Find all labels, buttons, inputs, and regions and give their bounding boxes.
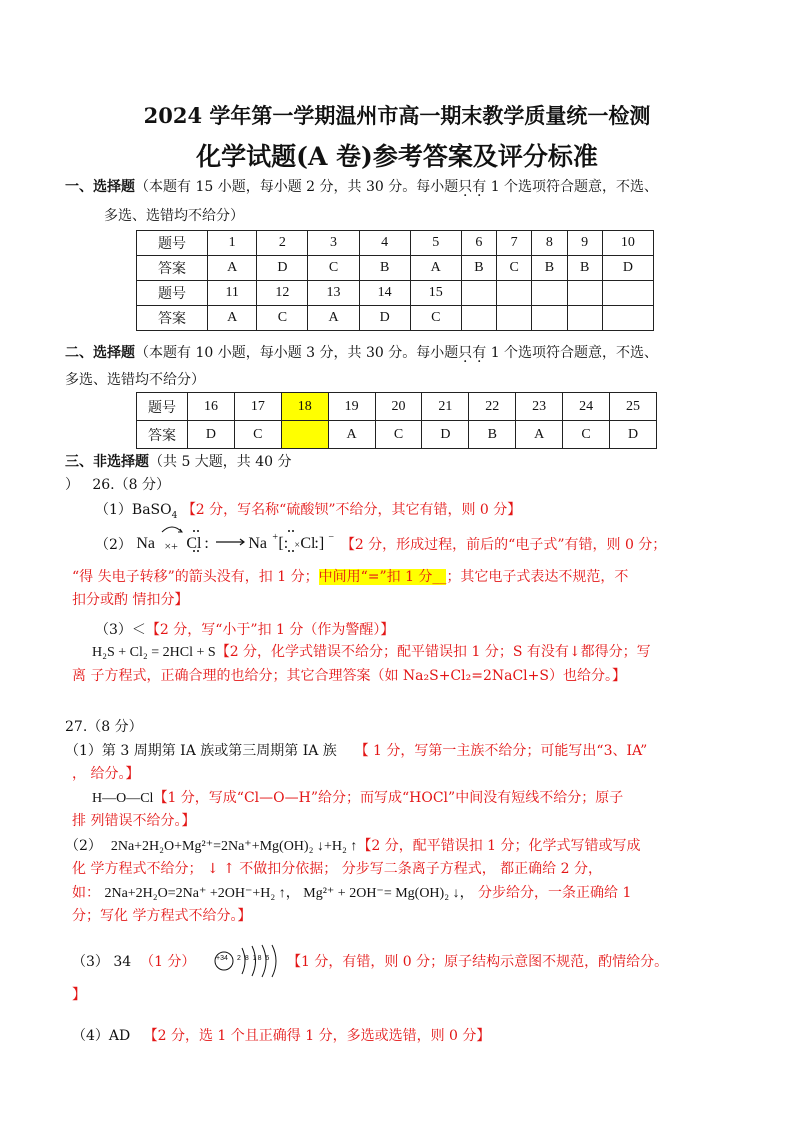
table-cell: C xyxy=(257,306,308,331)
section1-heading-text: （本题有 15 小题，每小题 2 分，共 30 分。每小题 xyxy=(135,179,459,195)
q27-part3-note-line1: 【1 分，有错，则 0 分；原子结构示意图不规范，酌情给分。 xyxy=(287,954,669,970)
table-cell-highlighted xyxy=(281,421,328,449)
nucleus-charge: +34 xyxy=(216,955,228,962)
table-cell: 12 xyxy=(257,281,308,306)
emphasis-char: 只 xyxy=(458,345,473,361)
table-cell: B xyxy=(567,256,602,281)
table-cell: 2 xyxy=(257,231,308,256)
electron-formula-diagram xyxy=(136,534,336,556)
emphasis-char: 只 xyxy=(458,179,473,195)
section2-heading-text-end: 1 个选项符合题意，不选、 xyxy=(486,345,659,361)
table-cell xyxy=(461,281,496,306)
table-cell: D xyxy=(359,306,410,331)
note-text: ；其它电子式表达不规范，不 xyxy=(446,569,629,585)
table-cell: D xyxy=(257,256,308,281)
q27-part2-note-line1: 【2 分，配平错误扣 1 分；化学式写错或写成 xyxy=(357,838,641,854)
table-cell: C xyxy=(234,421,281,449)
q27-structural-formula: H—O—Cl xyxy=(92,791,154,806)
q26-part4-equation: H₂S + Cl₂ = 2HCl + S xyxy=(92,645,216,660)
table-row xyxy=(137,281,654,306)
section2-heading-text: （本题有 10 小题，每小题 3 分，共 30 分。每小题 xyxy=(135,345,459,361)
q27-part1-answer: （1）第 3 周期第 IA 族或第三周期第 IA 族 xyxy=(65,743,337,759)
table-label: 题号 xyxy=(137,281,208,306)
section2-heading-label: 二、选择题 xyxy=(65,345,135,361)
table-row xyxy=(137,421,657,449)
section3-heading-label: 三、非选择题 xyxy=(65,454,149,470)
charge-plus: + xyxy=(272,532,279,543)
table-cell: A xyxy=(516,421,563,449)
q27-part4-answer: （4）AD xyxy=(72,1028,131,1044)
q26-part3 xyxy=(95,620,394,640)
colon-dots: : xyxy=(204,535,209,552)
table-label: 题号 xyxy=(137,231,208,256)
table-label: 答案 xyxy=(137,421,188,449)
section1-heading-line2: 多选、选错均不给分） xyxy=(104,208,244,224)
table-cell: 9 xyxy=(567,231,602,256)
emphasis-char: 有 xyxy=(472,179,487,195)
document-title-line2: 化学试题(A 卷)参考答案及评分标准 xyxy=(196,142,598,171)
q26-part1-note: 【2 分，写名称“硫酸钡”不给分，其它有错，则 0 分】 xyxy=(181,502,522,518)
highlighted-note: 中间用“=”扣 1 分__ xyxy=(318,569,447,585)
q26-part4 xyxy=(92,642,651,663)
atomic-structure-diagram xyxy=(212,944,282,978)
q27-part1 xyxy=(65,741,647,761)
section1-answer-table xyxy=(136,230,654,331)
table-cell: 3 xyxy=(308,231,359,256)
table-cell: A xyxy=(208,306,257,331)
q27-part2-note-line4: 分；写化 学方程式不给分。】 xyxy=(72,908,252,924)
q27-part3-score: （1 分） xyxy=(140,954,196,970)
table-cell: 13 xyxy=(308,281,359,306)
table-cell: A xyxy=(410,256,461,281)
shell-electrons: 2 8 18 6 xyxy=(237,955,271,962)
table-label: 答案 xyxy=(137,256,208,281)
table-row xyxy=(137,393,657,421)
table-cell xyxy=(461,306,496,331)
table-cell: 15 xyxy=(410,281,461,306)
table-cell: B xyxy=(469,421,516,449)
table-cell: C xyxy=(563,421,610,449)
table-label: 题号 xyxy=(137,393,188,421)
section1-heading xyxy=(65,177,658,197)
table-label: 答案 xyxy=(137,306,208,331)
electron-mark: ×+ xyxy=(164,539,178,553)
table-cell: 10 xyxy=(602,231,653,256)
q27-part1-note-line2: ， 给分。】 xyxy=(72,766,140,782)
table-cell: D xyxy=(610,421,657,449)
section2-heading-line2: 多选、选错均不给分） xyxy=(65,372,205,388)
table-cell: B xyxy=(359,256,410,281)
table-cell: A xyxy=(208,256,257,281)
table-cell-highlighted: 18 xyxy=(281,393,328,421)
section2-heading xyxy=(65,343,658,363)
q26-part2-note-line2 xyxy=(72,567,628,587)
q27-part1b-note-line1: 【1 分，写成“Cl—O—H”给分；而写成“HOCl”中间没有短线不给分；原子 xyxy=(153,790,624,806)
q26-part3-note: 【2 分，写“小于”扣 1 分（作为警醒）】 xyxy=(145,622,395,638)
table-cell: 14 xyxy=(359,281,410,306)
section1-heading-text-end: 1 个选项符合题意，不选、 xyxy=(486,179,659,195)
q26-part4-note-line2: 离 子方程式，正确合理的也给分；其它合理答案（如 Na₂S+Cl₂=2NaCl+S）也给分。】 xyxy=(72,668,626,684)
table-cell: 19 xyxy=(328,393,375,421)
q27-title: 27.（8 分） xyxy=(65,719,143,735)
table-cell: 24 xyxy=(563,393,610,421)
table-cell: A xyxy=(308,306,359,331)
table-row xyxy=(137,306,654,331)
table-cell: 22 xyxy=(469,393,516,421)
table-cell: D xyxy=(602,256,653,281)
table-cell: 17 xyxy=(234,393,281,421)
table-row xyxy=(137,256,654,281)
table-cell xyxy=(497,306,532,331)
q27-part2 xyxy=(65,836,641,857)
table-cell xyxy=(567,306,602,331)
note-text: 分步给分，一条正确给 1 xyxy=(473,885,632,901)
table-cell: B xyxy=(532,256,567,281)
subscript: 4 xyxy=(171,510,178,521)
q26-part3-answer: （3）＜ xyxy=(95,622,146,638)
section3-heading xyxy=(65,452,292,472)
table-cell: 11 xyxy=(208,281,257,306)
table-cell: 20 xyxy=(375,393,422,421)
chlorine-symbol: Cl xyxy=(186,535,202,552)
document-title-line1: 2024 学年第一学期温州市高一期末教学质量统一检测 xyxy=(143,103,651,128)
q27-part4-note: 【2 分，选 1 个且正确得 1 分，多选或选错，则 0 分】 xyxy=(143,1028,491,1044)
table-cell: 25 xyxy=(610,393,657,421)
table-cell: 1 xyxy=(208,231,257,256)
sodium-ion-symbol: Na xyxy=(248,535,268,552)
paren: ） xyxy=(65,477,79,493)
q27-part1b-note-line2: 排 列错误不给分。】 xyxy=(72,813,196,829)
q27-part1b xyxy=(92,788,623,809)
table-cell xyxy=(532,281,567,306)
q27-part3-note-line2: 】 xyxy=(72,987,86,1003)
table-cell: 5 xyxy=(410,231,461,256)
table-cell: 23 xyxy=(516,393,563,421)
q27-part1-note-line1: 【 1 分，写第一主族不给分；可能写出“3、IA” xyxy=(354,743,648,759)
bracket-open: [: xyxy=(278,535,289,552)
q26-part2-note-line1: 【2 分，形成过程，前后的“电子式”有错，则 0 分； xyxy=(340,537,667,553)
table-cell xyxy=(602,281,653,306)
table-cell xyxy=(532,306,567,331)
table-cell: 16 xyxy=(188,393,235,421)
q26-part2 xyxy=(95,534,666,556)
chloride-symbol: Cl xyxy=(300,535,316,552)
q27-part2-note-line2: 化 学方程式不给分； ↓ ↑ 不做扣分依据； 分步写二条离子方程式， 都正确给 2 分， xyxy=(72,861,602,877)
sodium-symbol: Na xyxy=(136,535,156,552)
section3-heading-text: （共 5 大题，共 40 分 xyxy=(149,454,292,470)
section1-heading-label: 一、选择题 xyxy=(65,179,135,195)
table-cell: C xyxy=(497,256,532,281)
table-cell xyxy=(602,306,653,331)
table-cell: D xyxy=(422,421,469,449)
q26-title: 26.（8 分） xyxy=(92,477,170,493)
table-cell: C xyxy=(410,306,461,331)
q27-part3 xyxy=(72,952,195,972)
table-cell: C xyxy=(308,256,359,281)
q26-title-line xyxy=(65,475,170,495)
table-cell: 6 xyxy=(461,231,496,256)
table-cell: A xyxy=(328,421,375,449)
q27-part3-answer: （3） 34 xyxy=(72,954,132,970)
q27-part2-note-line3 xyxy=(72,883,631,904)
note-text: “得 失电子转移”的箭头没有，扣 1 分； xyxy=(72,569,319,585)
note-text: 如： xyxy=(72,885,105,901)
q26-part2-label: （2） xyxy=(95,537,132,553)
charge-minus: − xyxy=(328,532,335,543)
table-cell: 8 xyxy=(532,231,567,256)
q26-part4-note-line1: 【2 分，化学式错误不给分；配平错误扣 1 分；S 有没有↓都得分；写 xyxy=(215,644,651,660)
table-cell: C xyxy=(375,421,422,449)
table-row xyxy=(137,231,654,256)
q27-part2-label: （2） xyxy=(65,838,102,854)
bracket-close: :] xyxy=(314,535,325,552)
emphasis-char: 有 xyxy=(472,345,487,361)
q26-part2-note-line3: 扣分或酌 情扣分】 xyxy=(72,592,189,608)
q27-part4 xyxy=(72,1026,490,1046)
table-cell xyxy=(497,281,532,306)
q27-part2-equation: 2Na+2H₂O+Mg²⁺=2Na⁺+Mg(OH)₂ ↓+H₂ ↑ xyxy=(110,839,358,854)
table-cell: 7 xyxy=(497,231,532,256)
table-cell: 21 xyxy=(422,393,469,421)
table-cell xyxy=(567,281,602,306)
section2-answer-table xyxy=(136,392,657,449)
table-cell: D xyxy=(188,421,235,449)
table-cell: 4 xyxy=(359,231,410,256)
stepwise-equations: 2Na+2H₂O=2Na⁺ +2OH⁻+H₂ ↑， Mg²⁺ + 2OH⁻= Mg(OH)₂ ↓， xyxy=(104,886,474,901)
q26-part1-answer: （1）BaSO xyxy=(95,502,172,518)
electron-x: × xyxy=(294,540,301,551)
table-cell: B xyxy=(461,256,496,281)
